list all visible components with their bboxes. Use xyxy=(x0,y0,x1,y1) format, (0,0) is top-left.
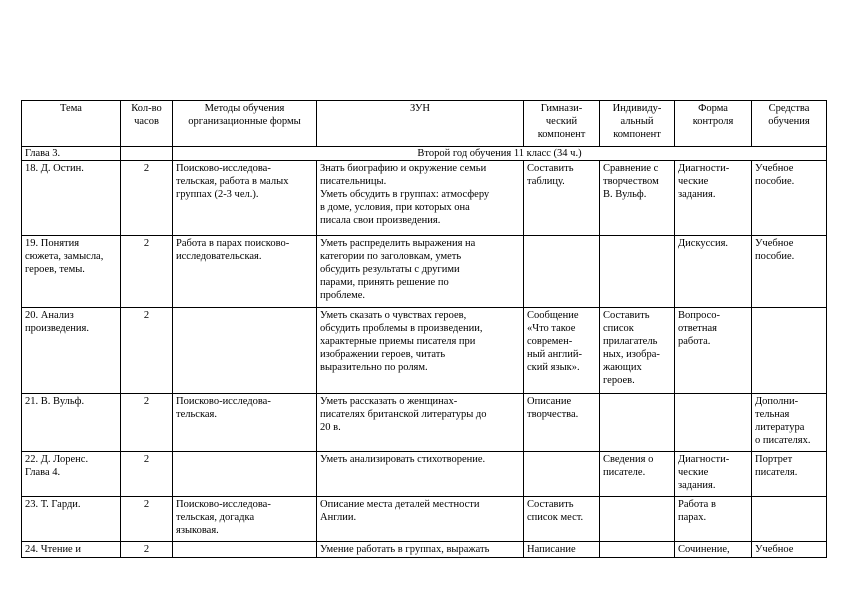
means-cell: Учебное xyxy=(752,542,827,558)
zun-cell: Описание места деталей местности Англии. xyxy=(317,497,524,542)
gymnasium-cell xyxy=(524,452,600,497)
individual-cell xyxy=(600,236,675,308)
table-row xyxy=(22,542,827,558)
table-row xyxy=(22,452,827,497)
zun-cell: Знать биографию и окружение семьи писательницы. Уметь обсудить в группах: атмосферу в доме, условия, при которых она писала свои произведения. xyxy=(317,161,524,236)
zun-cell: Уметь распределить выражения на категории по заголовкам, уметь обсудить результаты с другими парами, принять решение по проблеме. xyxy=(317,236,524,308)
individual-cell xyxy=(600,497,675,542)
gymnasium-cell: Описание творчества. xyxy=(524,394,600,452)
gymnasium-cell: Сообщение «Что такое современ- ный англий- ский язык». xyxy=(524,308,600,394)
hours-cell: 2 xyxy=(121,161,173,236)
chapter-label: Глава 3. xyxy=(22,147,121,161)
zun-cell: Уметь сказать о чувствах героев, обсудить проблемы в произведении, характерные приемы писателя при изображении героев, читать выразительно по ролям. xyxy=(317,308,524,394)
zun-cell: Умение работать в группах, выражать xyxy=(317,542,524,558)
topic-cell: 20. Анализ произведения. xyxy=(22,308,121,394)
gymnasium-cell: Составить таблицу. xyxy=(524,161,600,236)
hours-cell: 2 xyxy=(121,394,173,452)
hours-cell: 2 xyxy=(121,236,173,308)
header-teaching-means: Средства обучения xyxy=(752,101,827,147)
methods-cell: Поисково-исследова- тельская. xyxy=(173,394,317,452)
year-of-study-line: Второй год обучения 11 класс (34 ч.) xyxy=(173,147,827,161)
individual-cell xyxy=(600,542,675,558)
methods-cell: Поисково-исследова- тельская, догадка языковая. xyxy=(173,497,317,542)
hours-cell: 2 xyxy=(121,308,173,394)
individual-cell: Сведения о писателе. xyxy=(600,452,675,497)
table-row xyxy=(22,308,827,394)
gymnasium-cell xyxy=(524,236,600,308)
chapter-row xyxy=(22,147,827,161)
control-cell xyxy=(675,394,752,452)
table-row xyxy=(22,394,827,452)
methods-cell xyxy=(173,452,317,497)
topic-cell: 23. Т. Гарди. xyxy=(22,497,121,542)
methods-cell: Поисково-исследова- тельская, работа в малых группах (2-3 чел.). xyxy=(173,161,317,236)
table-row xyxy=(22,497,827,542)
header-control-form: Форма контроля xyxy=(675,101,752,147)
chapter-empty-cell xyxy=(121,147,173,161)
control-cell: Вопросо- ответная работа. xyxy=(675,308,752,394)
hours-cell: 2 xyxy=(121,497,173,542)
means-cell xyxy=(752,497,827,542)
topic-cell: 22. Д. Лоренс. Глава 4. xyxy=(22,452,121,497)
table-row xyxy=(22,161,827,236)
means-cell: Учебное пособие. xyxy=(752,161,827,236)
means-cell xyxy=(752,308,827,394)
topic-cell: 24. Чтение и xyxy=(22,542,121,558)
individual-cell: Составить список прилагатель ных, изобра- жающих героев. xyxy=(600,308,675,394)
hours-cell: 2 xyxy=(121,542,173,558)
gymnasium-cell: Написание xyxy=(524,542,600,558)
header-hours: Кол-во часов xyxy=(121,101,173,147)
control-cell: Дискуссия. xyxy=(675,236,752,308)
topic-cell: 21. В. Вульф. xyxy=(22,394,121,452)
hours-cell: 2 xyxy=(121,452,173,497)
table-header-row xyxy=(22,101,827,147)
individual-cell xyxy=(600,394,675,452)
header-individual-component: Индивиду- альный компонент xyxy=(600,101,675,147)
topic-cell: 19. Понятия сюжета, замысла, героев, темы. xyxy=(22,236,121,308)
zun-cell: Уметь анализировать стихотворение. xyxy=(317,452,524,497)
control-cell: Диагности- ческие задания. xyxy=(675,161,752,236)
gymnasium-cell: Составить список мест. xyxy=(524,497,600,542)
means-cell: Портрет писателя. xyxy=(752,452,827,497)
header-zun: ЗУН xyxy=(317,101,524,147)
header-methods: Методы обучения организационные формы xyxy=(173,101,317,147)
individual-cell: Сравнение с творчеством В. Вульф. xyxy=(600,161,675,236)
methods-cell xyxy=(173,542,317,558)
control-cell: Сочинение, xyxy=(675,542,752,558)
curriculum-table xyxy=(21,100,827,558)
table-row xyxy=(22,236,827,308)
zun-cell: Уметь рассказать о женщинах- писателях британской литературы до 20 в. xyxy=(317,394,524,452)
means-cell: Учебное пособие. xyxy=(752,236,827,308)
header-gymnasium-component: Гимнази- ческий компонент xyxy=(524,101,600,147)
control-cell: Диагности- ческие задания. xyxy=(675,452,752,497)
methods-cell: Работа в парах поисково- исследовательская. xyxy=(173,236,317,308)
header-topic: Тема xyxy=(22,101,121,147)
methods-cell xyxy=(173,308,317,394)
means-cell: Дополни- тельная литература о писателях. xyxy=(752,394,827,452)
topic-cell: 18. Д. Остин. xyxy=(22,161,121,236)
control-cell: Работа в парах. xyxy=(675,497,752,542)
